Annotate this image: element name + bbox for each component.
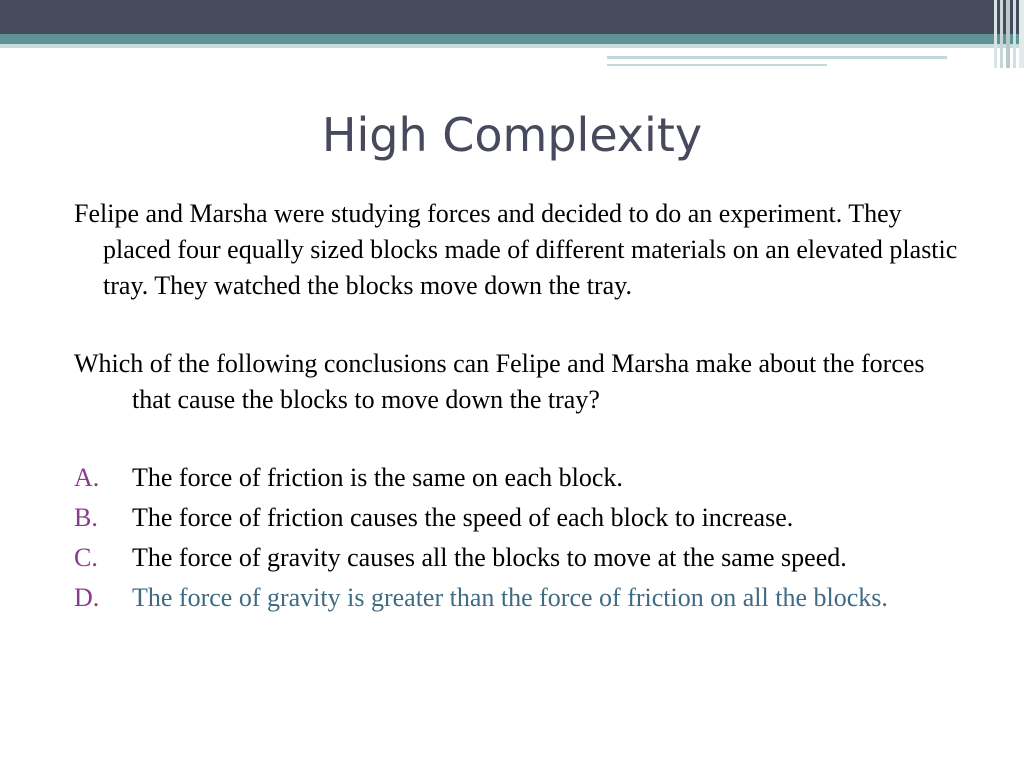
decorative-vertical-bar: [1019, 0, 1024, 68]
answer-option-d: [74, 580, 964, 616]
decorative-vertical-bar: [994, 0, 997, 68]
decorative-vertical-bar: [1013, 0, 1016, 68]
slide-body: [74, 196, 964, 620]
option-letter: B.: [74, 503, 98, 532]
answer-options-list: [74, 460, 964, 616]
answer-option-b: [74, 500, 964, 536]
option-letter: A.: [74, 463, 100, 492]
header-accent-line: [607, 56, 947, 59]
header-teal-band: [0, 34, 1024, 44]
header-accent-line: [607, 64, 827, 66]
scenario-paragraph: Felipe and Marsha were studying forces and decided to do an experiment. They placed four equally sized blocks made of different materials on an elevated plastic tray. They watched the blocks move down the tray.: [74, 199, 958, 300]
option-text: The force of friction is the same on each block.: [132, 463, 623, 492]
slide-title: High Complexity: [321, 108, 703, 162]
option-letter: D.: [74, 583, 100, 612]
option-text: The force of friction causes the speed of each block to increase.: [132, 503, 794, 532]
option-letter: C.: [74, 543, 98, 572]
question-paragraph: Which of the following conclusions can Felipe and Marsha make about the forces that cause the blocks to move down the tray?: [74, 349, 925, 414]
decorative-vertical-bar: [1000, 0, 1003, 68]
decorative-vertical-bar: [1006, 0, 1010, 68]
answer-option-c: [74, 540, 964, 576]
option-text: The force of gravity causes all the blocks to move at the same speed.: [132, 543, 847, 572]
header-light-band: [0, 44, 1024, 48]
header-dark-band: [0, 0, 1024, 34]
option-text: The force of gravity is greater than the force of friction on all the blocks.: [132, 583, 888, 612]
answer-option-a: [74, 460, 964, 496]
